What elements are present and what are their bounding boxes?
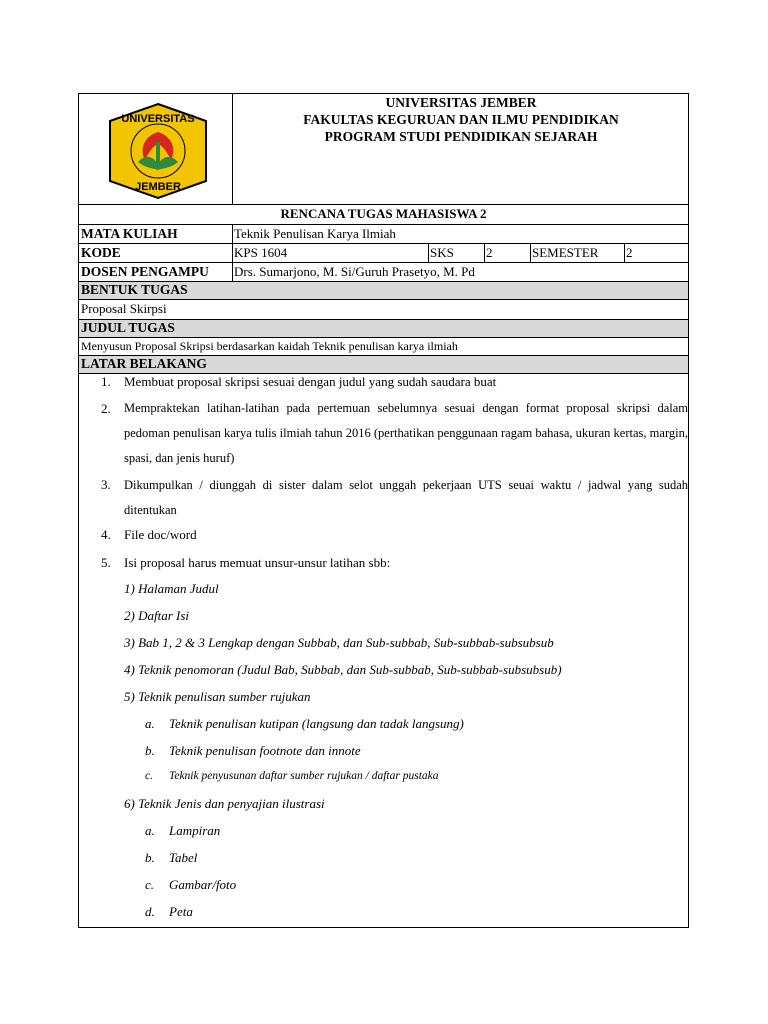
sub-sub-item-num: c. <box>145 770 153 782</box>
mata-kuliah-label: MATA KULIAH <box>81 226 178 241</box>
sub-item: 6) Teknik Jenis dan penyajian ilustrasi <box>124 796 325 811</box>
sub-item: 5) Teknik penulisan sumber rujukan <box>124 689 311 704</box>
latar-label: LATAR BELAKANG <box>81 356 207 371</box>
dosen-label: DOSEN PENGAMPU <box>81 264 209 279</box>
judul-value: Menyusun Proposal Skripsi berdasarkan kaidah Teknik penulisan karya ilmiah <box>81 339 458 353</box>
sub-sub-item: Teknik penulisan footnote dan innote <box>169 743 361 758</box>
sub-item: 4) Teknik penomoran (Judul Bab, Subbab, dan Sub-subbab, Sub-subbab-subsubsub) <box>124 662 562 677</box>
list-item: Mempraktekan latihan-latihan pada pertemuan sebelumnya sesuai dengan format proposal skripsi dalam pedoman penulisan karya tulis ilmiah tahun 2016 (perthatikan penggunaan ragam bahasa, ukuran kertas, margin, spasi, dan jenis huruf) <box>124 401 688 465</box>
kode-value: KPS 1604 <box>234 245 288 260</box>
sub-sub-item: Gambar/foto <box>169 877 237 892</box>
judul-label: JUDUL TUGAS <box>81 320 175 335</box>
semester-label: SEMESTER <box>532 245 599 260</box>
kode-label: KODE <box>81 245 121 260</box>
program-name: PROGRAM STUDI PENDIDIKAN SEJARAH <box>324 129 598 144</box>
sub-sub-item-num: d. <box>145 904 155 919</box>
sub-item: 2) Daftar Isi <box>124 608 189 623</box>
list-item-num: 1. <box>101 374 111 389</box>
sub-sub-item-num: b. <box>145 850 155 865</box>
svg-text:UNIVERSITAS: UNIVERSITAS <box>121 113 195 125</box>
list-item: File doc/word <box>124 527 197 542</box>
sub-sub-item: Lampiran <box>169 823 221 838</box>
sks-value: 2 <box>486 245 493 260</box>
sub-sub-item: Teknik penulisan kutipan (langsung dan tadak langsung) <box>169 716 464 731</box>
mata-kuliah-value: Teknik Penulisan Karya Ilmiah <box>234 226 396 241</box>
sub-sub-item: Peta <box>169 904 193 919</box>
document-table <box>78 93 689 928</box>
list-item: Isi proposal harus memuat unsur-unsur latihan sbb: <box>124 555 391 570</box>
bentuk-label: BENTUK TUGAS <box>81 282 188 297</box>
list-item: Dikumpulkan / diunggah di sister dalam selot unggah pekerjaan UTS seuai waktu / jadwal yang sudah ditentukan <box>124 478 688 517</box>
university-logo <box>105 102 211 200</box>
list-item-num: 3. <box>101 477 111 492</box>
sub-sub-item: Tabel <box>169 850 198 865</box>
svg-text:JEMBER: JEMBER <box>135 181 181 193</box>
list-item-num: 5. <box>101 555 111 570</box>
sub-item: 3) Bab 1, 2 & 3 Lengkap dengan Subbab, dan Sub-subbab, Sub-subbab-subsubsub <box>124 635 554 650</box>
faculty-name: FAKULTAS KEGURUAN DAN ILMU PENDIDIKAN <box>303 112 619 127</box>
list-item: Membuat proposal skripsi sesuai dengan judul yang sudah saudara buat <box>124 374 497 389</box>
university-name: UNIVERSITAS JEMBER <box>385 95 537 110</box>
page-title: RENCANA TUGAS MAHASISWA 2 <box>280 206 487 221</box>
bentuk-value: Proposal Skirpsi <box>81 301 167 316</box>
sub-sub-item-num: a. <box>145 823 155 838</box>
list-item-num: 4. <box>101 527 111 542</box>
sub-sub-item-num: a. <box>145 716 155 731</box>
sub-item: 1) Halaman Judul <box>124 581 219 596</box>
dosen-value: Drs. Sumarjono, M. Si/Guruh Prasetyo, M. Pd <box>234 264 475 279</box>
sub-sub-item: Teknik penyusunan daftar sumber rujukan / daftar pustaka <box>169 770 439 782</box>
semester-value: 2 <box>626 245 633 260</box>
sub-sub-item-num: b. <box>145 743 155 758</box>
list-item-num: 2. <box>101 401 111 416</box>
sub-sub-item-num: c. <box>145 877 155 892</box>
sks-label: SKS <box>430 245 454 260</box>
